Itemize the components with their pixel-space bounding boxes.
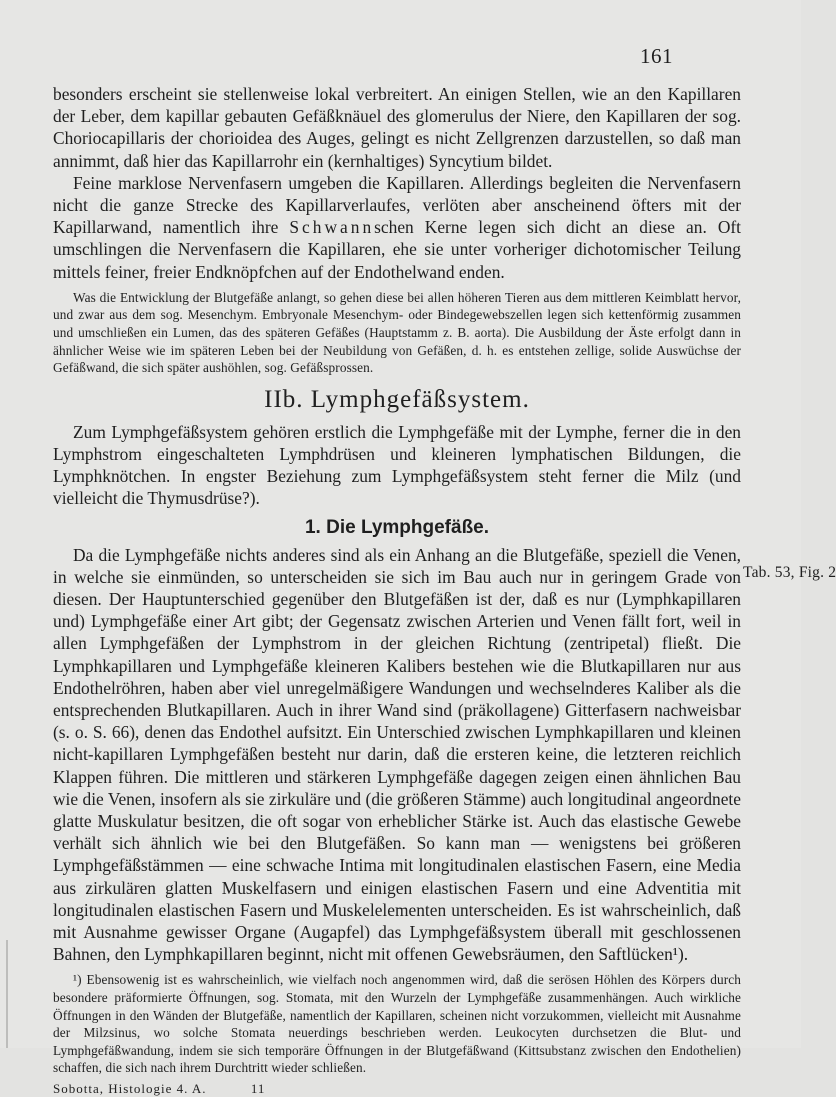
footnotes	[53, 971, 741, 1077]
figure-reference-margin-note: Tab. 53, Fig. 2	[743, 564, 836, 581]
page-number: 161	[640, 44, 673, 68]
small-print-development: Was die Entwicklung der Blutgefäße anlangt, so gehen diese bei allen höheren Tieren aus dem mittleren Keimblatt hervor, und zwar aus dem sog. Mesenchym. Embryonale Mesenchym- oder Bindegewebszellen legen sich kettenförmig zusammen und umschließen ein Lumen, das des späteren Gefäßes (Hauptstamm z. B. aorta). Die Ausbildung der Äste erfolgt dann in ähnlicher Weise wie im späteren Leben bei der Neubildung von Gefäßen, d. h. es entstehen zellige, solide Auswüchse der Gefäßwand, die sich später aushöhlen, sog. Gefäßsprossen.	[53, 289, 741, 376]
section-title-lymph-system: IIb. Lymphgefäßsystem.	[264, 385, 530, 413]
paragraph-capillary-wall: besonders erscheint sie stellenweise lokal verbreitert. An einigen Stellen, wie an den Kapillaren der Leber, dem kapillar gebauten Gefäßknäuel des glomerulus der Niere, den Kapillaren der sog. Choriocapillaris der chorioidea des Auges, gelingt es nicht Zellgrenzen darzustellen, so daß man annimmt, daß hier das Kapillarrohr ein (kernhaltiges) Syncytium bildet.	[53, 84, 741, 171]
subsection-title-lymph-vessels: 1. Die Lymphgefäße.	[304, 516, 490, 538]
footer-book-title: Sobotta, Histologie 4. A.	[53, 1081, 207, 1097]
paragraph-lymph-vessels: Da die Lymphgefäße nichts anderes sind als ein Anhang an die Blutgefäße, speziell die Venen, in welche sie einmünden, so unterscheiden sie sich im Bau auch nur in geringem Grade von diesen. Der Hauptunterschied gegenüber den Blutgefäßen ist der, daß es nur (Lymphkapillaren und) Lymphgefäße einer Art gibt; der Gegensatz zwischen Arterien und Venen fällt fort, weil in allen Lymphgefäßen der Lymphstrom in der gleichen Richtung (zentripetal) fließt. Die Lymphkapillaren und Lymphgefäße kleineren Kalibers bestehen wie die Blutkapillaren nur aus Endothelröhren, haben aber viel unregelmäßigere Wandungen und wechselnderes Kaliber als die entsprechenden Blutkapillaren. Auch in ihrer Wand sind (präkollagene) Gitterfasern nachweisbar (s. o. S. 66), denen das Endothel aufsitzt. Ein Unterschied zwischen Lymphkapillaren und kleinen nicht-kapillaren Lymphgefäßen besteht nur darin, daß die ersteren keine, die letzteren reichlich Klappen führen. Die mittleren und stärkeren Lymphgefäße dagegen zeigen einen ähnlichen Bau wie die Venen, insofern als sie zirkuläre und (die größeren Stämme) auch longitudinal angeordnete glatte Muskulatur besitzen, die oft sogar von erheblicher Stärke ist. Auch das elastische Gewebe verhält sich ähnlich wie bei den Blutgefäßen. So kann man — wenigstens bei größeren Lymphgefäßstämmen — eine schwache Intima mit longitudinalen elastischen Fasern, eine Media aus zirkulären glatten Muskelfasern und einigen elastischen Fasern und eine Adventitia mit longitudinalen elastischen Fasern und Muskelelementen unterscheiden. Es ist wahrscheinlich, daß mit Ausnahme gewisser Organe (Augapfel) das Lymphgefäßsystem überall mit geschlossenen Bahnen, den Lymphkapillaren beginnt, nicht mit offenen Gewebsräumen, den Saftlücken¹).	[53, 544, 741, 965]
footer-signature-number: 11	[250, 1081, 266, 1097]
paragraph-nerve-fibers	[53, 172, 741, 283]
text-block	[53, 83, 741, 1097]
page-crease-mark	[6, 940, 8, 1048]
paragraph-lymph-system: Zum Lymphgefäßsystem gehören erstlich die Lymphgefäße mit der Lymphe, ferner die in den Lymphstrom eingeschalteten Lymphdrüsen und kleineren lymphatischen Bildungen, die Lymphknötchen. In engster Beziehung zum Lymphgefäßsystem steht ferner die Milz (und vielleicht die Thymusdrüse?).	[53, 421, 741, 509]
nerve-text-after: schen Kerne legen sich dicht an diese an. Oft umschlingen die Nervenfasern die Kapillaren, ehe sie unter vorheriger dichotomischer Teilung mittels feiner, freier Endknöpfchen auf der Endothelwand enden.	[53, 217, 741, 282]
nerve-text-before: Feine marklose Nervenfasern umgeben die Kapillaren. Allerdings begleiten die Nervenfasern nicht die ganze Strecke des Kapillarverlaufes, verlöten aber anscheinend öfters mit der Kapillarwand, namentlich ihre	[53, 172, 741, 238]
schwann-name: Schwann	[289, 217, 375, 238]
footnote-1: ¹) Ebensowenig ist es wahrscheinlich, wie vielfach noch angenommen wird, daß die serösen Höhlen des Körpers durch besondere präformierte Öffnungen, sog. Stomata, mit den Wurzeln der Lymphgefäße zusammenhängen. Auch wirkliche Öffnungen in den Wänden der Blutgefäße, namentlich der Kapillaren, scheinen nicht vorzukommen, vielleicht mit Ausnahme der Milzsinus, wo solche Stomata neuerdings beschrieben werden. Leukocyten durchsetzen die Blut- und Lymphgefäßwandung, indem sie sich temporäre Öffnungen in der Blutgefäßwand (Kittsubstanz zwischen den Endothelien) schaffen, die sich nach ihrem Durchtritt wieder schließen.	[53, 972, 741, 1076]
page-footer	[53, 1081, 741, 1097]
